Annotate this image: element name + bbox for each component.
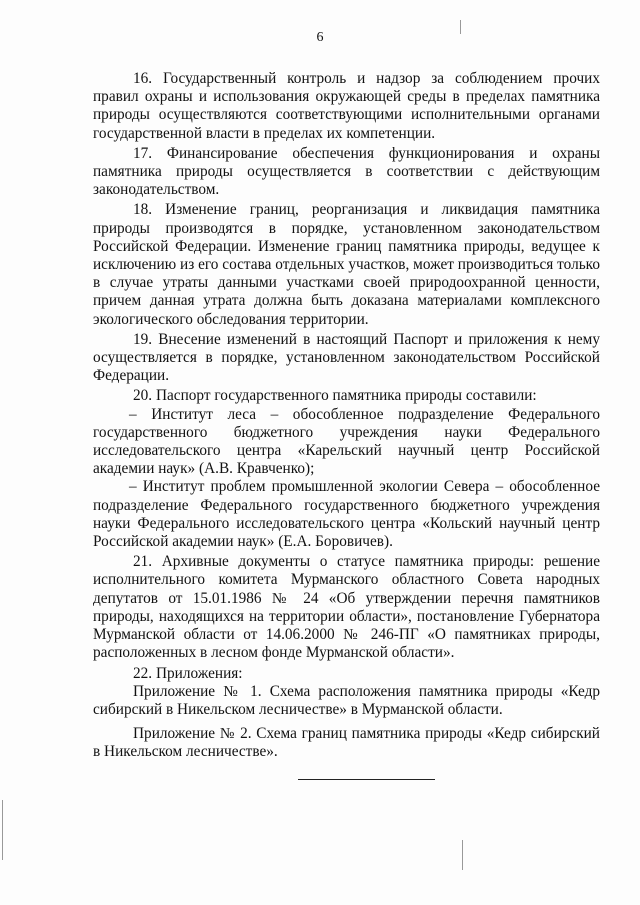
paragraph-18: 18. Изменение границ, реорганизация и ликвидация памятника природы производятся в порядке, установленном законодательством Российской Федерации. Изменение границ памятника природы, ведущее к исключению из его состава отдельных участков, может производиться только в случае утраты данными участками своей природоохранной ценности, причем данная утрата должна быть доказана материалами комплексного экологического обследования территории. xyxy=(93,201,600,328)
appendix-2: Приложение № 2. Схема границ памятника природы «Кедр сибирский в Никельском лесничестве». xyxy=(93,725,600,761)
paragraph-19: 19. Внесение изменений в настоящий Паспорт и приложения к нему осуществляется в порядке, установленном законодательством Российской Федерации. xyxy=(93,330,600,385)
signature-divider-line xyxy=(298,779,435,780)
paragraph-16: 16. Государственный контроль и надзор за соблюдением прочих правил охраны и использования окружающей среды в пределах памятника природы осуществляются соответствующими исполнительными органами государственной власти в пределах их компетенции. xyxy=(93,70,600,142)
author-item-forest-institute: – Институт леса – обособленное подразделение Федерального государственного бюджетного учреждения науки Федерального исследовательского центра «Карельский научный центр Российской академии наук» (А.В. Кравченко); xyxy=(93,405,600,478)
scan-artifact xyxy=(460,20,461,34)
author-item-ecology-institute: – Институт проблем промышленной экологии Севера – обособленное подразделение Федерального государственного бюджетного учреждения науки Федерального исследовательского центра «Кольский научный центр Российской академии наук» (Е.А. Боровичев). xyxy=(93,478,600,551)
paragraph-17: 17. Финансирование обеспечения функционирования и охраны памятника природы осуществляется в соответствии с действующим законодательством. xyxy=(93,144,600,199)
scan-artifact xyxy=(2,800,3,860)
page-number: 6 xyxy=(316,30,324,45)
scan-artifact xyxy=(462,840,463,870)
appendix-1: Приложение № 1. Схема расположения памятника природы «Кедр сибирский в Никельском лесничестве» в Мурманской области. xyxy=(93,682,600,718)
document-body xyxy=(93,70,600,762)
paragraph-22: 22. Приложения: xyxy=(133,664,243,682)
paragraph-20: 20. Паспорт государственного памятника природы составили: xyxy=(133,387,537,405)
paragraph-21: 21. Архивные документы о статусе памятника природы: решение исполнительного комитета Мурманского областного Совета народных депутатов от 15.01.1986 № 24 «Об утверждении перечня памятников природы, находящихся на территории области», постановление Губернатора Мурманской области от 14.06.2000 № 246-ПГ «О памятниках природы, расположенных в лесном фонде Мурманской области». xyxy=(93,553,600,662)
